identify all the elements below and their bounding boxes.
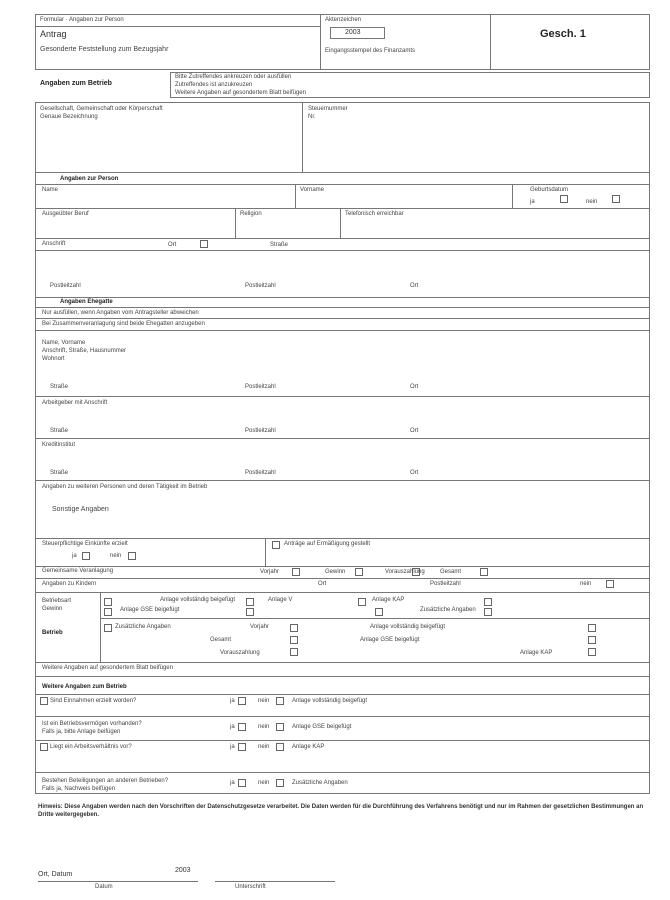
person-ort2-label: Ort <box>410 283 419 289</box>
person-strasse-label: Straße <box>270 242 289 248</box>
flag-a-ja-label: ja <box>72 553 77 559</box>
flag-a-label: Steuerpflichtige Einkünfte erzielt <box>42 541 128 547</box>
person-ja-label: ja <box>530 199 535 205</box>
flag-c1-checkbox[interactable] <box>292 568 300 576</box>
person-beruf-label: Ausgeübter Beruf <box>42 211 89 217</box>
q1-marker <box>40 697 48 705</box>
person-nein-label: nein <box>586 199 598 205</box>
q3-nein: nein <box>258 744 270 750</box>
flag-d-checkbox[interactable] <box>606 580 614 588</box>
q4-ja: ja <box>230 780 235 786</box>
block-r7-checkbox[interactable] <box>290 624 298 632</box>
intro-text1: Bitte Zutreffendes ankreuzen oder ausfüllen <box>175 74 292 80</box>
person-plz2-label: Postleitzahl <box>245 283 276 289</box>
person-ja-checkbox[interactable] <box>560 195 568 203</box>
q1-nein-checkbox[interactable] <box>276 697 284 705</box>
block-r1: Anlage vollständig beigefügt <box>160 597 236 603</box>
block-r12-checkbox[interactable] <box>588 648 596 656</box>
person-geb-label: Geburtsdatum <box>530 187 569 193</box>
block-r2-checkbox[interactable] <box>246 608 254 616</box>
q4-nein: nein <box>258 780 270 786</box>
block-r7-label: Vorjahr <box>250 624 270 630</box>
q1-detail: Anlage vollständig beigefügt <box>292 698 368 704</box>
person-nein-checkbox[interactable] <box>612 195 620 203</box>
sign-date-label: Datum <box>95 884 113 890</box>
q1-ja-checkbox[interactable] <box>238 697 246 705</box>
block-r3-checkbox[interactable] <box>358 598 366 606</box>
flag-c4-label: Gesamt <box>440 569 462 575</box>
sign-place: Ort, Datum <box>38 871 73 878</box>
block-r8-label: Gesamt <box>210 637 232 643</box>
block-r3: Anlage V <box>268 597 293 603</box>
block-r9-checkbox[interactable] <box>290 648 298 656</box>
header-year: 2003 <box>345 29 361 36</box>
partner-plz3-label: Postleitzahl <box>245 470 276 476</box>
block-r6-label: Zusätzliche Angaben <box>115 624 171 630</box>
partner-strasse2-label: Straße <box>50 428 69 434</box>
main-frame <box>35 102 650 794</box>
notice-text: Hinweis: Diese Angaben werden nach den Vorschriften der Datenschutzgesetze verarbeitet. Die Daten werden für die Durchführung des Verfahrens benötigt und nur im Rahmen der gesetzlichen Bestimmungen an Dritte weitergegeben. <box>38 804 644 818</box>
q3-ja-checkbox[interactable] <box>238 743 246 751</box>
q4-nein-checkbox[interactable] <box>276 779 284 787</box>
partner-strasse3-label: Straße <box>50 470 69 476</box>
block-r4a-checkbox[interactable] <box>375 608 383 616</box>
partner-arbeit-label: Arbeitgeber mit Anschrift <box>42 400 108 406</box>
q2-nein: nein <box>258 724 270 730</box>
q3-ja: ja <box>230 744 235 750</box>
sec1-right-label: Steuernummer <box>308 106 348 112</box>
block-r1-checkbox[interactable] <box>246 598 254 606</box>
q4-label: Bestehen Beteiligungen an anderen Betrieben? <box>42 778 169 784</box>
block-e2-checkbox[interactable] <box>104 608 112 616</box>
block-r10-label: Anlage vollständig beigefügt <box>370 624 446 630</box>
sec1-left-label: Gesellschaft, Gemeinschaft oder Körperschaft <box>40 106 163 112</box>
sign-date: 2003 <box>175 867 191 874</box>
block-r9-label: Vorauszahlung <box>220 650 260 656</box>
q4-detail: Zusätzliche Angaben <box>292 780 348 786</box>
person-heading: Angaben zur Person <box>60 176 119 182</box>
q2-label: Ist ein Betriebsvermögen vorhanden? <box>42 721 142 727</box>
questions-heading: Weitere Angaben zum Betrieb <box>42 684 127 690</box>
sign-line-date[interactable] <box>38 881 198 882</box>
person-anschrift-checkbox[interactable] <box>200 240 208 248</box>
partner-ort3-label: Ort <box>410 470 419 476</box>
partner-plz2-label: Postleitzahl <box>245 428 276 434</box>
partner-ort-label: Ort <box>410 384 419 390</box>
q1-label: Sind Einnahmen erzielt worden? <box>50 698 137 704</box>
block-r12-label: Anlage KAP <box>520 650 553 656</box>
partner-wohn-label: Wohnort <box>42 356 65 362</box>
block-r5: Zusätzliche Angaben <box>420 607 476 613</box>
form-subtitle: Gesonderte Feststellung zum Bezugsjahr <box>40 46 169 53</box>
intro-text2: Zutreffendes ist anzukreuzen <box>175 82 253 88</box>
partner-hinweis-label: Angaben zu weiteren Personen und deren Tätigkeit im Betrieb <box>42 484 208 490</box>
sign-line-signature[interactable] <box>215 881 335 882</box>
q3-marker <box>40 743 48 751</box>
q4-ja-checkbox[interactable] <box>238 779 246 787</box>
flag-d-label: Angaben zu Kindern <box>42 581 97 587</box>
flag-d-ort: Ort <box>318 581 327 587</box>
q2-ja: ja <box>230 724 235 730</box>
flag-a-nein-label: nein <box>110 553 122 559</box>
q2-detail: Anlage GSE beigefügt <box>292 724 352 730</box>
header-row1: Formular · Angaben zur Person <box>40 17 124 23</box>
block-r11-label: Anlage GSE beigefügt <box>360 637 420 643</box>
person-plz-label: Postleitzahl <box>50 283 81 289</box>
q1-ja: ja <box>230 698 235 704</box>
intro-text3: Weitere Angaben auf gesondertem Blatt beifügen <box>175 90 306 96</box>
partner-bank-label: Kreditinstitut <box>42 442 76 448</box>
sec1-right-sublabel: Nr. <box>308 114 316 120</box>
flag-b-checkbox[interactable] <box>272 541 280 549</box>
block-r5-checkbox[interactable] <box>484 608 492 616</box>
sec1-left-sublabel: Genaue Bezeichnung <box>40 114 98 120</box>
q2-sublabel: Falls ja, bitte Anlage beifügen <box>42 729 121 735</box>
block-r4-checkbox[interactable] <box>484 598 492 606</box>
person-name-label: Name <box>42 187 59 193</box>
person-vorname-label: Vorname <box>300 187 325 193</box>
flag-e-label: Betriebsart <box>42 598 72 604</box>
flag-d-plz: Postleitzahl <box>430 581 461 587</box>
block-label: Betrieb <box>42 630 63 636</box>
intro-label: Angaben zum Betrieb <box>40 80 112 87</box>
flag-a-nein-checkbox[interactable] <box>128 552 136 560</box>
block-r4: Anlage KAP <box>372 597 405 603</box>
q1-nein: nein <box>258 698 270 704</box>
q4-sublabel: Falls ja, Nachweis beifügen <box>42 786 116 792</box>
block-footnote: Weitere Angaben auf gesondertem Blatt beifügen <box>42 665 173 671</box>
block-r11-checkbox[interactable] <box>588 636 596 644</box>
partner-heading: Angaben Ehegatte <box>60 299 113 305</box>
q3-detail: Anlage KAP <box>292 744 325 750</box>
flag-b-label: Anträge auf Ermäßigung gestellt <box>284 541 371 547</box>
q2-nein-checkbox[interactable] <box>276 723 284 731</box>
q3-nein-checkbox[interactable] <box>276 743 284 751</box>
flag-d-nein: nein <box>580 581 592 587</box>
block-r8-checkbox[interactable] <box>290 636 298 644</box>
person-religion-label: Religion <box>240 211 262 217</box>
flag-c3-label: Vorauszahlung <box>385 569 425 575</box>
person-tel-label: Telefonisch erreichbar <box>345 211 404 217</box>
flag-f-label: Gewinn <box>42 606 63 612</box>
flag-a-ja-checkbox[interactable] <box>82 552 90 560</box>
flag-c-label: Gemeinsame Veranlagung <box>42 568 114 574</box>
form-name: Antrag <box>40 29 67 39</box>
flag-c1-label: Vorjahr <box>260 569 280 575</box>
flag-c4-checkbox[interactable] <box>480 568 488 576</box>
partner-plz-label: Postleitzahl <box>245 384 276 390</box>
flag-c2-checkbox[interactable] <box>355 568 363 576</box>
partner-adr-label: Anschrift, Straße, Hausnummer <box>42 348 127 354</box>
header-note: Eingangsstempel des Finanzamts <box>325 48 416 54</box>
sign-signature-label: Unterschrift <box>235 884 266 890</box>
partner-strasse-label: Straße <box>50 384 69 390</box>
partner-name-label: Name, Vorname <box>42 340 86 346</box>
partner-line2: Bei Zusammenveranlagung sind beide Ehegatten anzugeben <box>42 321 205 327</box>
block-e1-checkbox[interactable] <box>104 598 112 606</box>
person-ort-label: Ort <box>168 242 177 248</box>
person-anschrift-label: Anschrift <box>42 241 66 247</box>
q2-ja-checkbox[interactable] <box>238 723 246 731</box>
ref-label: Aktenzeichen <box>325 17 362 23</box>
partner-ort2-label: Ort <box>410 428 419 434</box>
partner-big-label: Sonstige Angaben <box>52 506 109 513</box>
block-r10-checkbox[interactable] <box>588 624 596 632</box>
flag-c2-label: Gewinn <box>325 569 346 575</box>
page-label: Gesch. 1 <box>540 28 586 40</box>
block-r6-checkbox[interactable] <box>104 624 112 632</box>
block-r2: Anlage GSE beigefügt <box>120 607 180 613</box>
q3-label: Liegt ein Arbeitsverhältnis vor? <box>50 744 132 750</box>
partner-line1: Nur ausfüllen, wenn Angaben vom Antragsteller abweichen <box>42 310 199 316</box>
